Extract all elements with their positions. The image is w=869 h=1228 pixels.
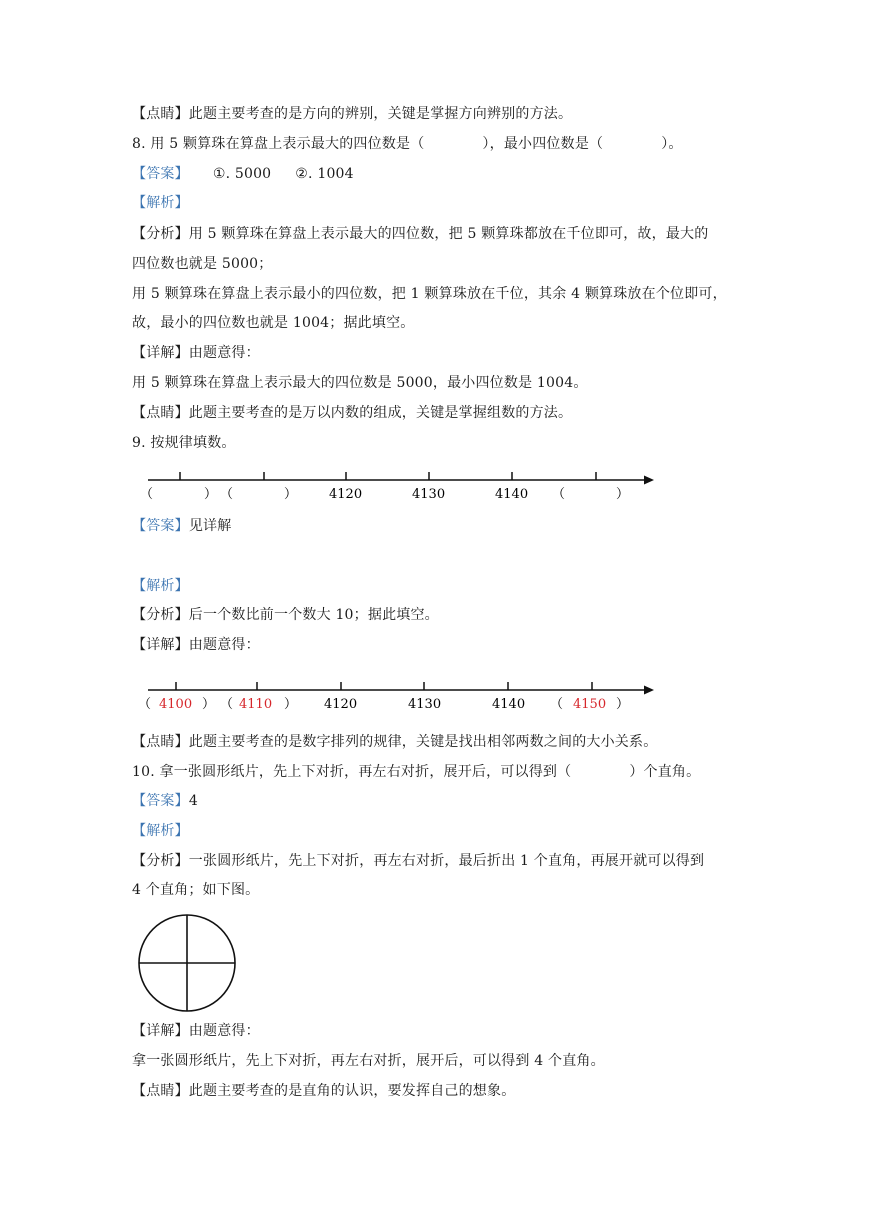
answer-label: 【答案】	[132, 793, 189, 809]
analysis-label: 【解析】	[132, 823, 189, 839]
dianjing-10: 【点睛】此题主要考查的是直角的认识，要发挥自己的想象。	[132, 1083, 516, 1099]
detail-8-body: 用 5 颗算珠在算盘上表示最大的四位数是 5000，最小四位数是 1004。	[132, 375, 588, 391]
open-paren: （	[138, 697, 152, 712]
question-8-text-c: ）。	[661, 136, 683, 152]
answer-9-text: 见详解	[188, 518, 232, 534]
axis-arrow	[644, 476, 654, 485]
number-line-answer	[132, 676, 662, 720]
question-9: 9. 按规律填数。	[132, 435, 236, 451]
close-paren: ）	[204, 487, 218, 502]
question-8-text-b: ），最小四位数是（	[482, 136, 604, 152]
answer-9	[132, 516, 231, 536]
open-paren: （	[220, 697, 234, 712]
close-paren: ）	[202, 697, 216, 712]
answer-4110: 4110	[239, 697, 273, 712]
tick-label-4140: 4140	[495, 487, 529, 502]
analysis-9: 【分析】后一个数比前一个数大 10；据此填空。	[132, 607, 439, 623]
dianjing-direction: 【点睛】此题主要考查的是方向的辨别，关键是掌握方向辨别的方法。	[132, 106, 573, 122]
close-paren: ）	[284, 487, 298, 502]
question-8	[132, 134, 683, 154]
number-line-question	[132, 464, 662, 508]
question-8-text-a: 8. 用 5 颗算珠在算盘上表示最大的四位数是（	[132, 136, 425, 152]
analysis-8-line-1: 【分析】用 5 颗算珠在算盘上表示最大的四位数，把 5 颗算珠都放在千位即可，故，最大的	[132, 226, 709, 242]
dianjing-8: 【点睛】此题主要考查的是万以内数的组成，关键是掌握组数的方法。	[132, 405, 573, 421]
analysis-label: 【解析】	[132, 578, 189, 594]
dianjing-9: 【点睛】此题主要考查的是数字排列的规律，关键是找出相邻两数之间的大小关系。	[132, 734, 658, 750]
tick-label-4120: 4120	[324, 697, 358, 712]
answer-10-text: 4	[188, 793, 198, 809]
question-10-text-b: ）个直角。	[629, 764, 701, 780]
question-10	[132, 762, 700, 782]
open-paren: （	[220, 487, 234, 502]
answer-10	[132, 791, 198, 811]
analysis-8-line-4: 故，最小的四位数也就是 1004；据此填空。	[132, 315, 415, 331]
analysis-10-line-2: 4 个直角；如下图。	[132, 882, 260, 898]
tick-label-4130: 4130	[408, 697, 442, 712]
answer-4100: 4100	[159, 697, 193, 712]
close-paren: ）	[616, 487, 630, 502]
open-paren: （	[550, 697, 564, 712]
analysis-10-line-1: 【分析】一张圆形纸片，先上下对折，再左右对折，最后折出 1 个直角，再展开就可以得到	[132, 853, 705, 869]
tick-label-4140: 4140	[492, 697, 526, 712]
close-paren: ）	[616, 697, 630, 712]
detail-9-label: 【详解】由题意得：	[132, 637, 260, 653]
tick-label-4130: 4130	[412, 487, 446, 502]
answer-4150: 4150	[573, 697, 607, 712]
detail-10-label: 【详解】由题意得：	[132, 1023, 260, 1039]
open-paren: （	[552, 487, 566, 502]
close-paren: ）	[284, 697, 298, 712]
detail-8-label: 【详解】由题意得：	[132, 345, 260, 361]
detail-10-body: 拿一张圆形纸片，先上下对折，再左右对折，展开后，可以得到 4 个直角。	[132, 1053, 605, 1069]
answer-label: 【答案】	[132, 166, 189, 182]
open-paren: （	[140, 487, 154, 502]
question-10-text-a: 10. 拿一张圆形纸片，先上下对折，再左右对折，展开后，可以得到（	[132, 764, 572, 780]
analysis-8-line-3: 用 5 颗算珠在算盘上表示最小的四位数，把 1 颗算珠放在千位，其余 4 颗算珠放在个位即可，	[132, 286, 727, 302]
axis-arrow	[644, 686, 654, 695]
answer-8	[132, 164, 354, 184]
analysis-label: 【解析】	[132, 195, 189, 211]
tick-label-4120: 4120	[329, 487, 363, 502]
folded-circle-diagram	[136, 912, 240, 1014]
analysis-8-line-2: 四位数也就是 5000；	[132, 256, 273, 272]
answer-8-value-2: ②. 1004	[295, 166, 354, 182]
answer-label: 【答案】	[132, 518, 189, 534]
answer-8-value-1: ①. 5000	[212, 166, 272, 182]
